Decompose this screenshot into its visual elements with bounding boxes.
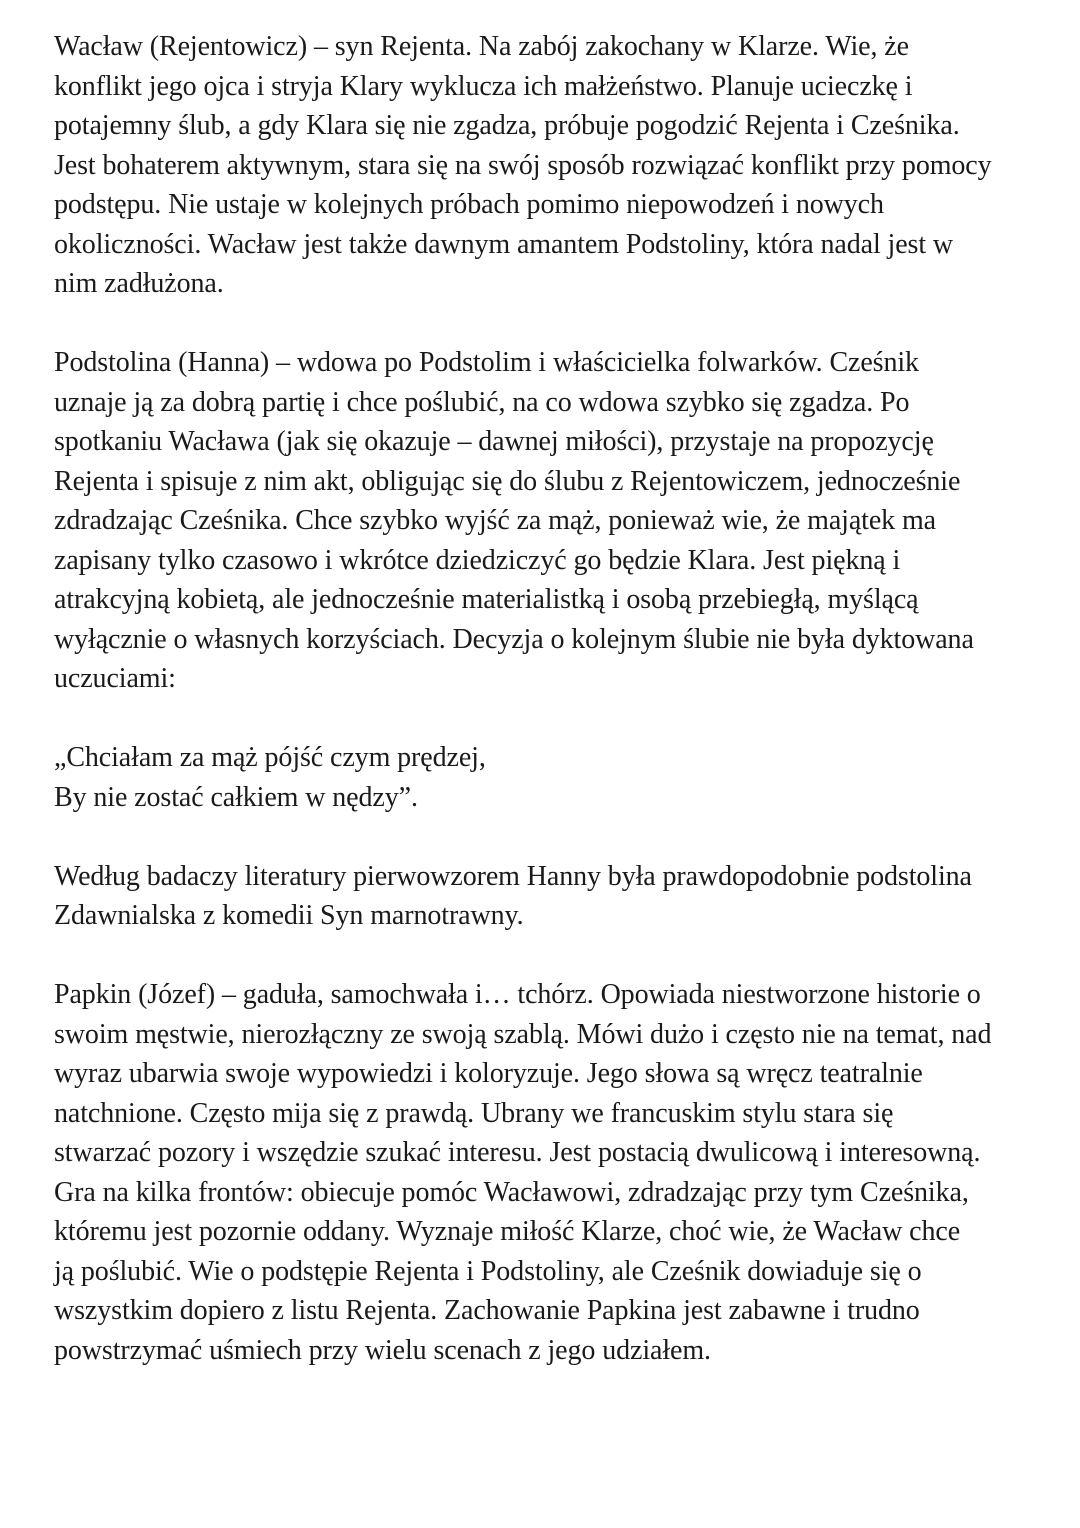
text-line: zapisany tylko czasowo i wkrótce dziedziczyć go będzie Klara. Jest piękną i [54,544,901,576]
text-line: uznaje ją za dobrą partię i chce poślubić, na co wdowa szybko się zgadza. Po [54,386,910,418]
text-line: Gra na kilka frontów: obiecuje pomóc Wacławowi, zdradzając przy tym Cześnika, [54,1176,969,1208]
text-line: atrakcyjną kobietą, ale jednocześnie materialistką i osobą przebiegłą, myślącą [54,584,919,615]
paragraph-badacze [54,857,1078,936]
text-line: potajemny ślub, a gdy Klara się nie zgadza, próbuje pogodzić Rejenta i Cześnika. [54,110,960,141]
text-line: wyłącznie o własnych korzyściach. Decyzja o kolejnym ślubie nie była dyktowana [54,623,974,655]
quote-line: „Chciałam za mąż pójść czym prędzej, [54,742,486,773]
text-line: Podstolina (Hanna) – wdowa po Podstolim i właścicielka folwarków. Cześnik [54,347,919,378]
quote-line: By nie zostać całkiem w nędzy”. [54,781,418,813]
text-line: zdradzając Cześnika. Chce szybko wyjść za mąż, ponieważ wie, że majątek ma [54,505,936,536]
text-line: Zdawnialska z komedii Syn marnotrawny. [54,900,524,931]
text-line: Rejenta i spisuje z nim akt, obligując się do ślubu z Rejentowiczem, jednocześnie [54,465,961,497]
text-line: spotkaniu Wacława (jak się okazuje – dawnej miłości), przystaje na propozycję [54,426,934,457]
text-line: któremu jest pozornie oddany. Wyznaje miłość Klarze, choć wie, że Wacław chce [54,1216,961,1247]
quote-block [54,738,1078,817]
paragraph-papkin [54,975,1078,1370]
text-line: Jest bohaterem aktywnym, stara się na swój sposób rozwiązać konflikt przy pomocy [54,149,992,181]
paragraph-waclaw [54,27,1078,304]
text-line: natchnione. Często mija się z prawdą. Ubrany we francuskim stylu stara się [54,1097,894,1129]
text-line: powstrzymać uśmiech przy wielu scenach z jego udziałem. [54,1334,711,1366]
text-line: okoliczności. Wacław jest także dawnym amantem Podstoliny, która nadal jest w [54,228,954,260]
text-line: swoim męstwie, nierozłączny ze swoją szablą. Mówi dużo i często nie na temat, nad [54,1018,992,1050]
text-line: ją poślubić. Wie o podstępie Rejenta i Podstoliny, ale Cześnik dowiaduje się o [54,1255,922,1287]
text-line: Według badaczy literatury pierwowzorem Hanny była prawdopodobnie podstolina [54,860,972,892]
text-line: podstępu. Nie ustaje w kolejnych próbach pomimo niepowodzeń i nowych [54,189,884,220]
text-line: stwarzać pozory i wszędzie szukać interesu. Jest postacią dwulicową i interesowną. [54,1137,981,1168]
text-line: Wacław (Rejentowicz) – syn Rejenta. Na zabój zakochany w Klarze. Wie, że [54,31,909,62]
text-line: wszystkim dopiero z listu Rejenta. Zachowanie Papkina jest zabawne i trudno [54,1295,920,1326]
paragraph-podstolina [54,343,1078,699]
text-line: uczuciami: [54,663,176,694]
text-line: wyraz ubarwia swoje wypowiedzi i koloryzuje. Jego słowa są wręcz teatralnie [54,1058,923,1089]
text-line: Papkin (Józef) – gaduła, samochwała i… tchórz. Opowiada niestworzone historie o [54,979,981,1010]
text-line: konflikt jego ojca i stryja Klary wyklucza ich małżeństwo. Planuje ucieczkę i [54,70,913,102]
text-line: nim zadłużona. [54,268,224,299]
document-page [54,27,1078,1410]
